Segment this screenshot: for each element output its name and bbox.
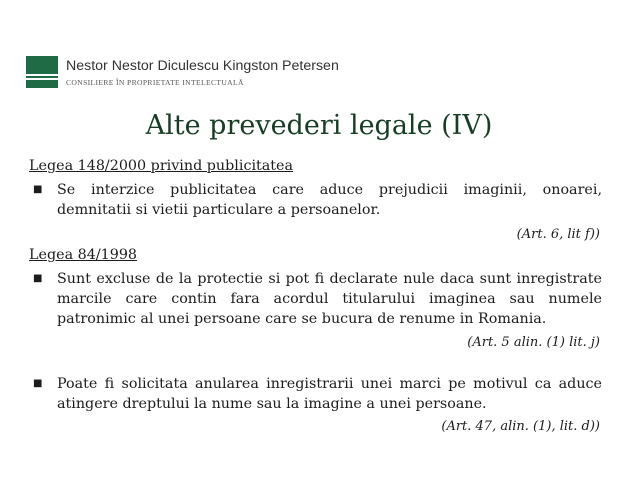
list-item-text: Sunt excluse de la protectie si pot fi declarate nule daca sunt inregistrate marcile care contin fara acordul titularului imaginea sau numele patronimic al unei persoane care se bucura de renume in Romania. <box>57 271 602 327</box>
article-reference: (Art. 47, alin. (1), lit. d)) <box>441 419 600 434</box>
section-heading-law-84-1998: Legea 84/1998 <box>29 247 138 263</box>
bullet-square-icon: ■ <box>33 273 43 284</box>
article-reference: (Art. 5 alin. (1) lit. j) <box>467 335 600 350</box>
nndkp-logo-icon <box>26 56 58 88</box>
list-item-text: Se interzice publicitatea care aduce prejudicii imaginii, onoarei, demnitatii si vietii particulare a persoanelor. <box>57 182 602 218</box>
bullet-square-icon: ■ <box>33 378 43 389</box>
brand-name: Nestor Nestor Diculescu Kingston Petersen <box>66 58 339 74</box>
article-reference: (Art. 6, lit f)) <box>516 227 600 242</box>
brand-tagline: CONSILIERE ÎN PROPRIETATE INTELECTUALĂ <box>66 78 244 87</box>
list-item-text: Poate fi solicitata anularea inregistrarii unei marci pe motivul ca aduce atingere dreptului la nume sau la imagine a unei persoane. <box>57 376 602 412</box>
bullet-square-icon: ■ <box>33 184 43 195</box>
slide-title: Alte prevederi legale (IV) <box>145 110 493 141</box>
section-heading-law-148-2000: Legea 148/2000 privind publicitatea <box>29 158 294 174</box>
